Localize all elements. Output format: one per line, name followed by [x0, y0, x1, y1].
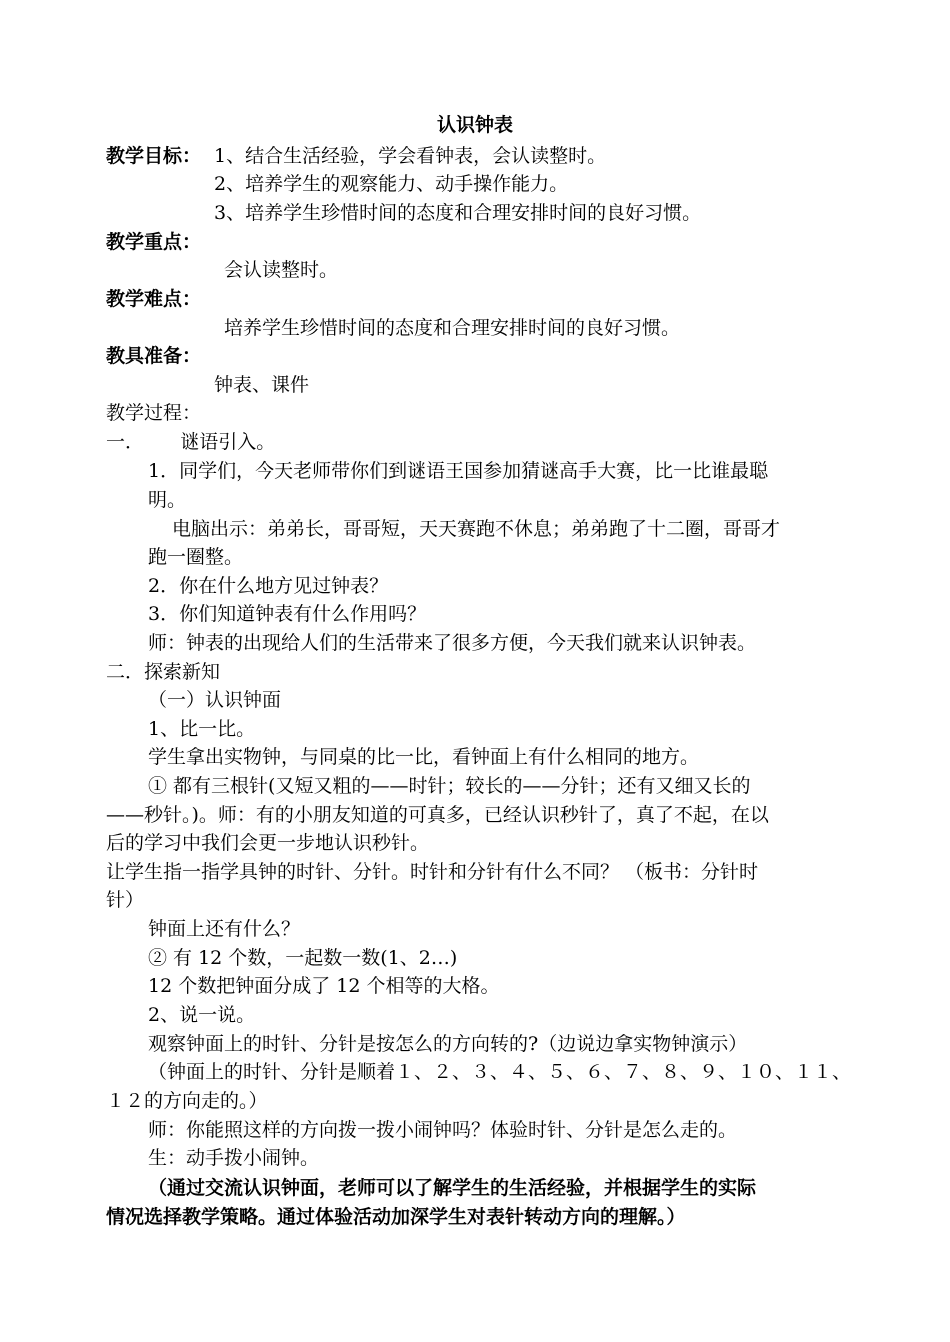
- materials-text: 钟表、课件: [214, 374, 310, 396]
- section2-line: １２的方向走的。）: [106, 1090, 268, 1112]
- teaching-note: （通过交流认识钟面，老师可以了解学生的生活经验，并根据学生的实际: [148, 1177, 757, 1199]
- section2-line: ① 都有三根针(又短又粗的——时针；较长的——分针；还有又细又长的: [148, 775, 751, 797]
- key-point-text: 会认读整时。: [224, 259, 339, 281]
- section2-line: （一）认识钟面: [148, 689, 282, 711]
- section2-line: 1、比一比。: [148, 718, 256, 740]
- section2-line: 让学生指一指学具钟的时针、分针。时针和分针有什么不同？ （板书：分针时: [106, 861, 759, 883]
- section2-line: ② 有 12 个数，一起数一数(1、2…): [148, 947, 458, 969]
- section1-line: 电脑出示：弟弟长，哥哥短，天天赛跑不休息；弟弟跑了十二圈，哥哥才: [172, 518, 781, 540]
- section2-line: 针）: [106, 889, 145, 911]
- section2-line: 12 个数把钟面分成了 12 个相等的大格。: [148, 975, 500, 997]
- section2-line: （钟面上的时针、分针是顺着１、２、３、４、５、６、７、８、９、１０、１１、: [148, 1061, 852, 1083]
- teaching-note: 情况选择教学策略。通过体验活动加深学生对表针转动方向的理解。）: [106, 1206, 686, 1228]
- section2-line: 后的学习中我们会更一步地认识秒针。: [106, 832, 430, 854]
- section1-line: 明。: [148, 489, 187, 511]
- page-title: 认识钟表: [436, 114, 513, 136]
- section2-heading: 二．探索新知: [106, 661, 221, 683]
- process-label: 教学过程：: [106, 402, 202, 424]
- section2-line: 生：动手拨小闹钟。: [148, 1147, 320, 1169]
- objective-item: 1、结合生活经验，学会看钟表，会认读整时。: [214, 145, 607, 167]
- section2-line: ——秒针。)。师：有的小朋友知道的可真多，已经认识秒针了，真了不起，在以: [106, 804, 769, 826]
- key-point-label: 教学重点：: [106, 231, 202, 253]
- difficulty-label: 教学难点：: [106, 288, 202, 310]
- section1-line: 2．你在什么地方见过钟表？: [148, 575, 389, 597]
- materials-label: 教具准备：: [106, 345, 202, 367]
- section1-line: 跑一圈整。: [148, 546, 244, 568]
- section2-line: 2、说一说。: [148, 1004, 256, 1026]
- section2-line: 钟面上还有什么？: [148, 918, 301, 940]
- section2-line: 观察钟面上的时针、分针是按怎么的方向转的?（边说边拿实物钟演示）: [148, 1033, 748, 1055]
- section1-line: 师：钟表的出现给人们的生活带来了很多方便，今天我们就来认识钟表。: [148, 632, 757, 654]
- section1-heading: 一． 谜语引入。: [106, 431, 276, 453]
- objective-item: 2、培养学生的观察能力、动手操作能力。: [214, 173, 569, 195]
- objective-item: 3、培养学生珍惜时间的态度和合理安排时间的良好习惯。: [214, 202, 702, 224]
- objectives-label: 教学目标：: [106, 145, 202, 167]
- section1-line: 1．同学们，今天老师带你们到谜语王国参加猜谜高手大赛，比一比谁最聪: [148, 460, 769, 482]
- difficulty-text: 培养学生珍惜时间的态度和合理安排时间的良好习惯。: [224, 317, 681, 339]
- section2-line: 师：你能照这样的方向拨一拨小闹钟吗？体验时针、分针是怎么走的。: [148, 1119, 738, 1141]
- section2-line: 学生拿出实物钟，与同桌的比一比，看钟面上有什么相同的地方。: [148, 746, 700, 768]
- section1-line: 3．你们知道钟表有什么作用吗？: [148, 603, 427, 625]
